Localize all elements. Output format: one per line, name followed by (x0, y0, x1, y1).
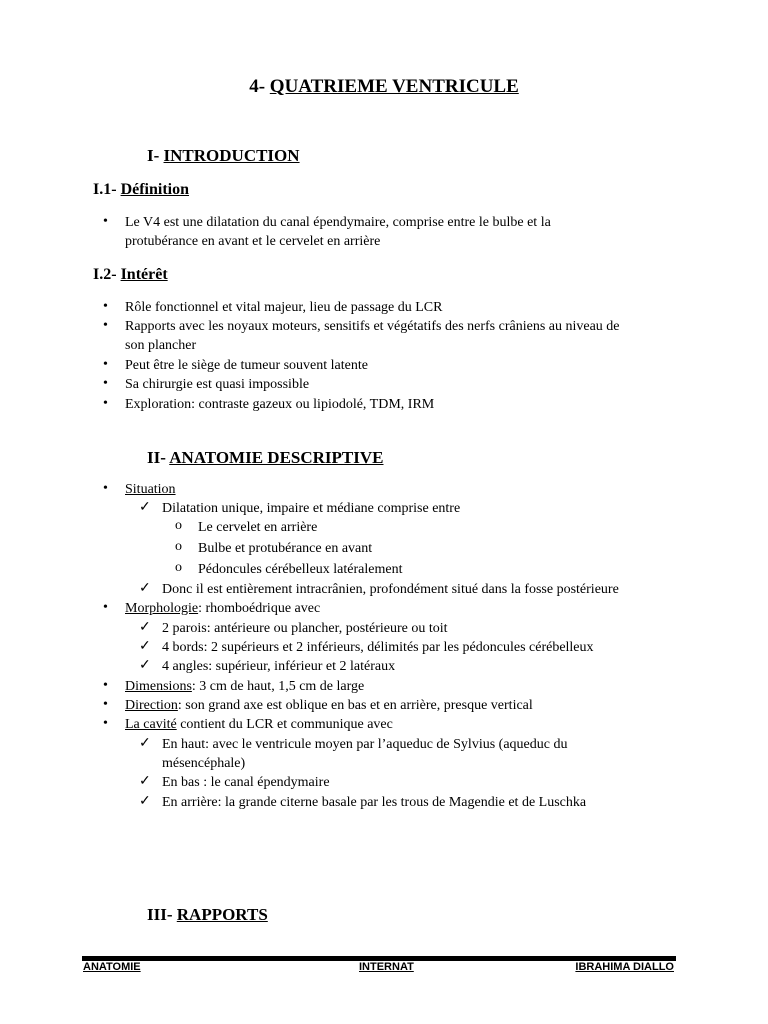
circle-bullet-icon: o (175, 560, 182, 575)
checkmark-icon: ✓ (139, 639, 151, 654)
list-item: Bulbe et protubérance en avant (198, 541, 373, 556)
list-item: En arrière: la grande citerne basale par les trous de Magendie et de Luschka (162, 795, 587, 810)
list-item: En haut: avec le ventricule moyen par l’aqueduc de Sylvius (aqueduc du mésencéphale) (162, 737, 568, 771)
list-item-cavite: La cavité contient du LCR et communique avec (125, 717, 393, 732)
subheading-interet: I.2- Intérêt (93, 266, 168, 283)
bullet-icon: • (103, 357, 108, 372)
checkmark-icon: ✓ (139, 736, 151, 751)
circle-bullet-icon: o (175, 518, 182, 533)
checkmark-icon: ✓ (139, 500, 151, 515)
list-item: Rapports avec les noyaux moteurs, sensitifs et végétatifs des nerfs crâniens au niveau de son plancher (125, 319, 620, 353)
bullet-icon: • (103, 716, 108, 731)
checkmark-icon: ✓ (139, 794, 151, 809)
page-title: 4- QUATRIEME VENTRICULE (249, 76, 519, 97)
checkmark-icon: ✓ (139, 774, 151, 789)
list-item: 4 bords: 2 supérieurs et 2 inférieurs, délimités par les pédoncules cérébelleux (162, 640, 594, 655)
list-item: En bas : le canal épendymaire (162, 775, 330, 790)
list-item: Sa chirurgie est quasi impossible (125, 377, 310, 392)
subheading-definition: I.1- Définition (93, 181, 190, 198)
list-item: Rôle fonctionnel et vital majeur, lieu de passage du LCR (125, 300, 443, 315)
footer-center: INTERNAT (359, 961, 414, 973)
list-item-dimensions: Dimensions: 3 cm de haut, 1,5 cm de large (125, 679, 365, 694)
circle-bullet-icon: o (175, 539, 182, 554)
bullet-icon: • (103, 697, 108, 712)
bullet-icon: • (103, 600, 108, 615)
bullet-icon: • (103, 678, 108, 693)
section-heading-rapports: III- RAPPORTS (147, 905, 268, 924)
section-heading-introduction: I- INTRODUCTION (147, 146, 300, 165)
bullet-icon: • (103, 318, 108, 333)
list-item: Le cervelet en arrière (198, 520, 318, 535)
list-item: Pédoncules cérébelleux latéralement (198, 562, 403, 577)
list-item: 2 parois: antérieure ou plancher, postérieure ou toit (162, 621, 448, 636)
list-item: Peut être le siège de tumeur souvent latente (125, 358, 368, 373)
list-item: 4 angles: supérieur, inférieur et 2 latéraux (162, 659, 396, 674)
bullet-icon: • (103, 481, 108, 496)
list-item-morphologie: Morphologie: rhomboédrique avec (125, 601, 321, 616)
list-item: Exploration: contraste gazeux ou lipiodolé, TDM, IRM (125, 397, 435, 412)
bullet-icon: • (103, 376, 108, 391)
list-item: Donc il est entièrement intracrânien, profondément situé dans la fosse postérieure (162, 582, 619, 597)
bullet-icon: • (103, 214, 108, 229)
checkmark-icon: ✓ (139, 620, 151, 635)
list-item-direction: Direction: son grand axe est oblique en bas et en arrière, presque vertical (125, 698, 533, 713)
footer-left: ANATOMIE (83, 961, 141, 973)
list-item: Dilatation unique, impaire et médiane comprise entre (162, 501, 461, 516)
checkmark-icon: ✓ (139, 658, 151, 673)
section-heading-anatomie: II- ANATOMIE DESCRIPTIVE (147, 448, 384, 467)
bullet-icon: • (103, 299, 108, 314)
list-item: Le V4 est une dilatation du canal épendymaire, comprise entre le bulbe et la protubérance en avant et le cervelet en arrière (125, 215, 551, 249)
bullet-icon: • (103, 396, 108, 411)
list-item-situation: Situation (125, 482, 176, 497)
footer-right: IBRAHIMA DIALLO (575, 961, 674, 973)
checkmark-icon: ✓ (139, 581, 151, 596)
